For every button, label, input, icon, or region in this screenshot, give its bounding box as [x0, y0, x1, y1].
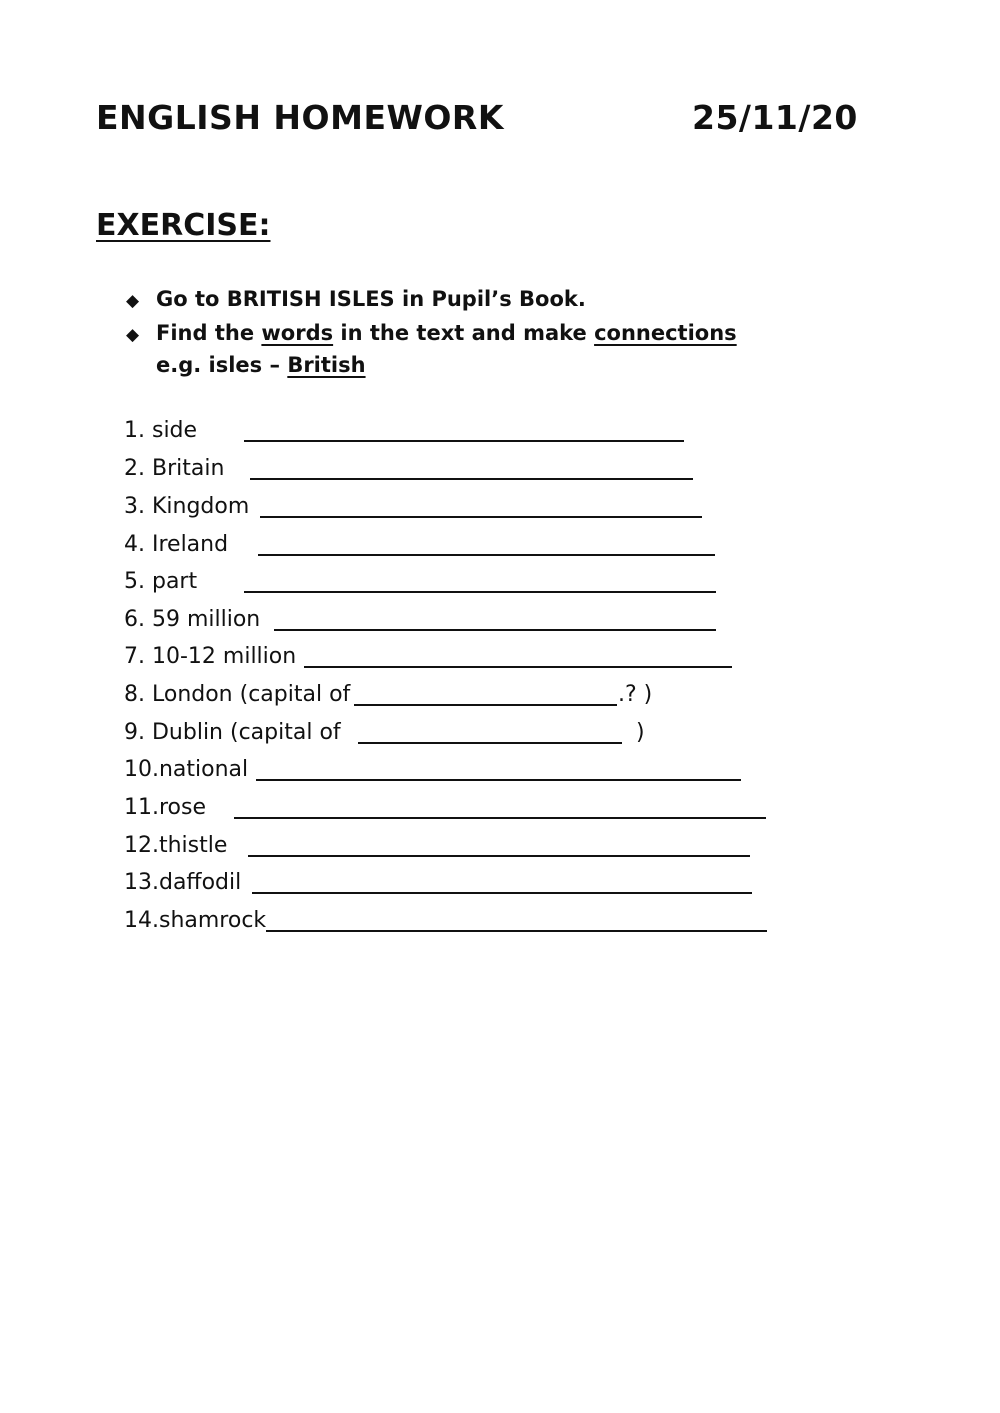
answer-line-13[interactable]	[252, 892, 752, 894]
list-item-8: 8. London (capital of	[124, 682, 351, 707]
list-item-3: 3. Kingdom	[124, 494, 250, 519]
answer-line-3[interactable]	[260, 516, 702, 518]
list-item-7: 7. 10-12 million	[124, 644, 297, 669]
answer-line-4[interactable]	[258, 554, 715, 556]
instruction-line-3	[156, 352, 366, 378]
list-item-1: 1. side	[124, 418, 198, 443]
list-item-5: 5. part	[124, 569, 198, 594]
worksheet-title: ENGLISH HOMEWORK	[96, 98, 504, 137]
answer-line-8[interactable]	[354, 704, 617, 706]
worksheet-date: 25/11/20	[692, 98, 858, 137]
list-item-14: 14.shamrock	[124, 908, 267, 933]
list-item-8-suffix: .? )	[618, 682, 653, 707]
list-item-9-suffix: )	[636, 720, 645, 745]
answer-line-14[interactable]	[266, 930, 767, 932]
diamond-bullet-icon: ◆	[126, 291, 140, 311]
instruction-text-2b: in the text and make	[333, 321, 595, 345]
list-item-11: 11.rose	[124, 795, 207, 820]
answer-line-5[interactable]	[244, 591, 716, 593]
answer-line-6[interactable]	[274, 629, 716, 631]
list-item-6: 6. 59 million	[124, 607, 261, 632]
answer-line-1[interactable]	[244, 440, 684, 442]
underlined-word-british: British	[287, 353, 366, 377]
exercise-heading: EXERCISE:	[96, 208, 271, 243]
instruction-text-2a: Find the	[156, 321, 262, 345]
list-item-4: 4. Ireland	[124, 532, 229, 557]
list-item-10: 10.national	[124, 757, 249, 782]
instruction-line-1	[126, 286, 586, 314]
instruction-text-1: Go to BRITISH ISLES in Pupil’s Book.	[156, 287, 586, 311]
list-item-13: 13.daffodil	[124, 870, 242, 895]
answer-line-11[interactable]	[234, 817, 766, 819]
example-text: e.g. isles –	[156, 353, 288, 377]
underlined-word-connections: connections	[594, 321, 737, 345]
underlined-word-words: words	[261, 321, 334, 345]
list-item-2: 2. Britain	[124, 456, 225, 481]
list-item-9: 9. Dublin (capital of	[124, 720, 341, 745]
answer-line-12[interactable]	[248, 855, 750, 857]
answer-line-7[interactable]	[304, 666, 732, 668]
answer-line-2[interactable]	[250, 478, 693, 480]
list-item-12: 12.thistle	[124, 833, 228, 858]
answer-line-9[interactable]	[358, 742, 622, 744]
instruction-line-2	[126, 320, 737, 348]
diamond-bullet-icon: ◆	[126, 325, 140, 345]
answer-line-10[interactable]	[256, 779, 741, 781]
